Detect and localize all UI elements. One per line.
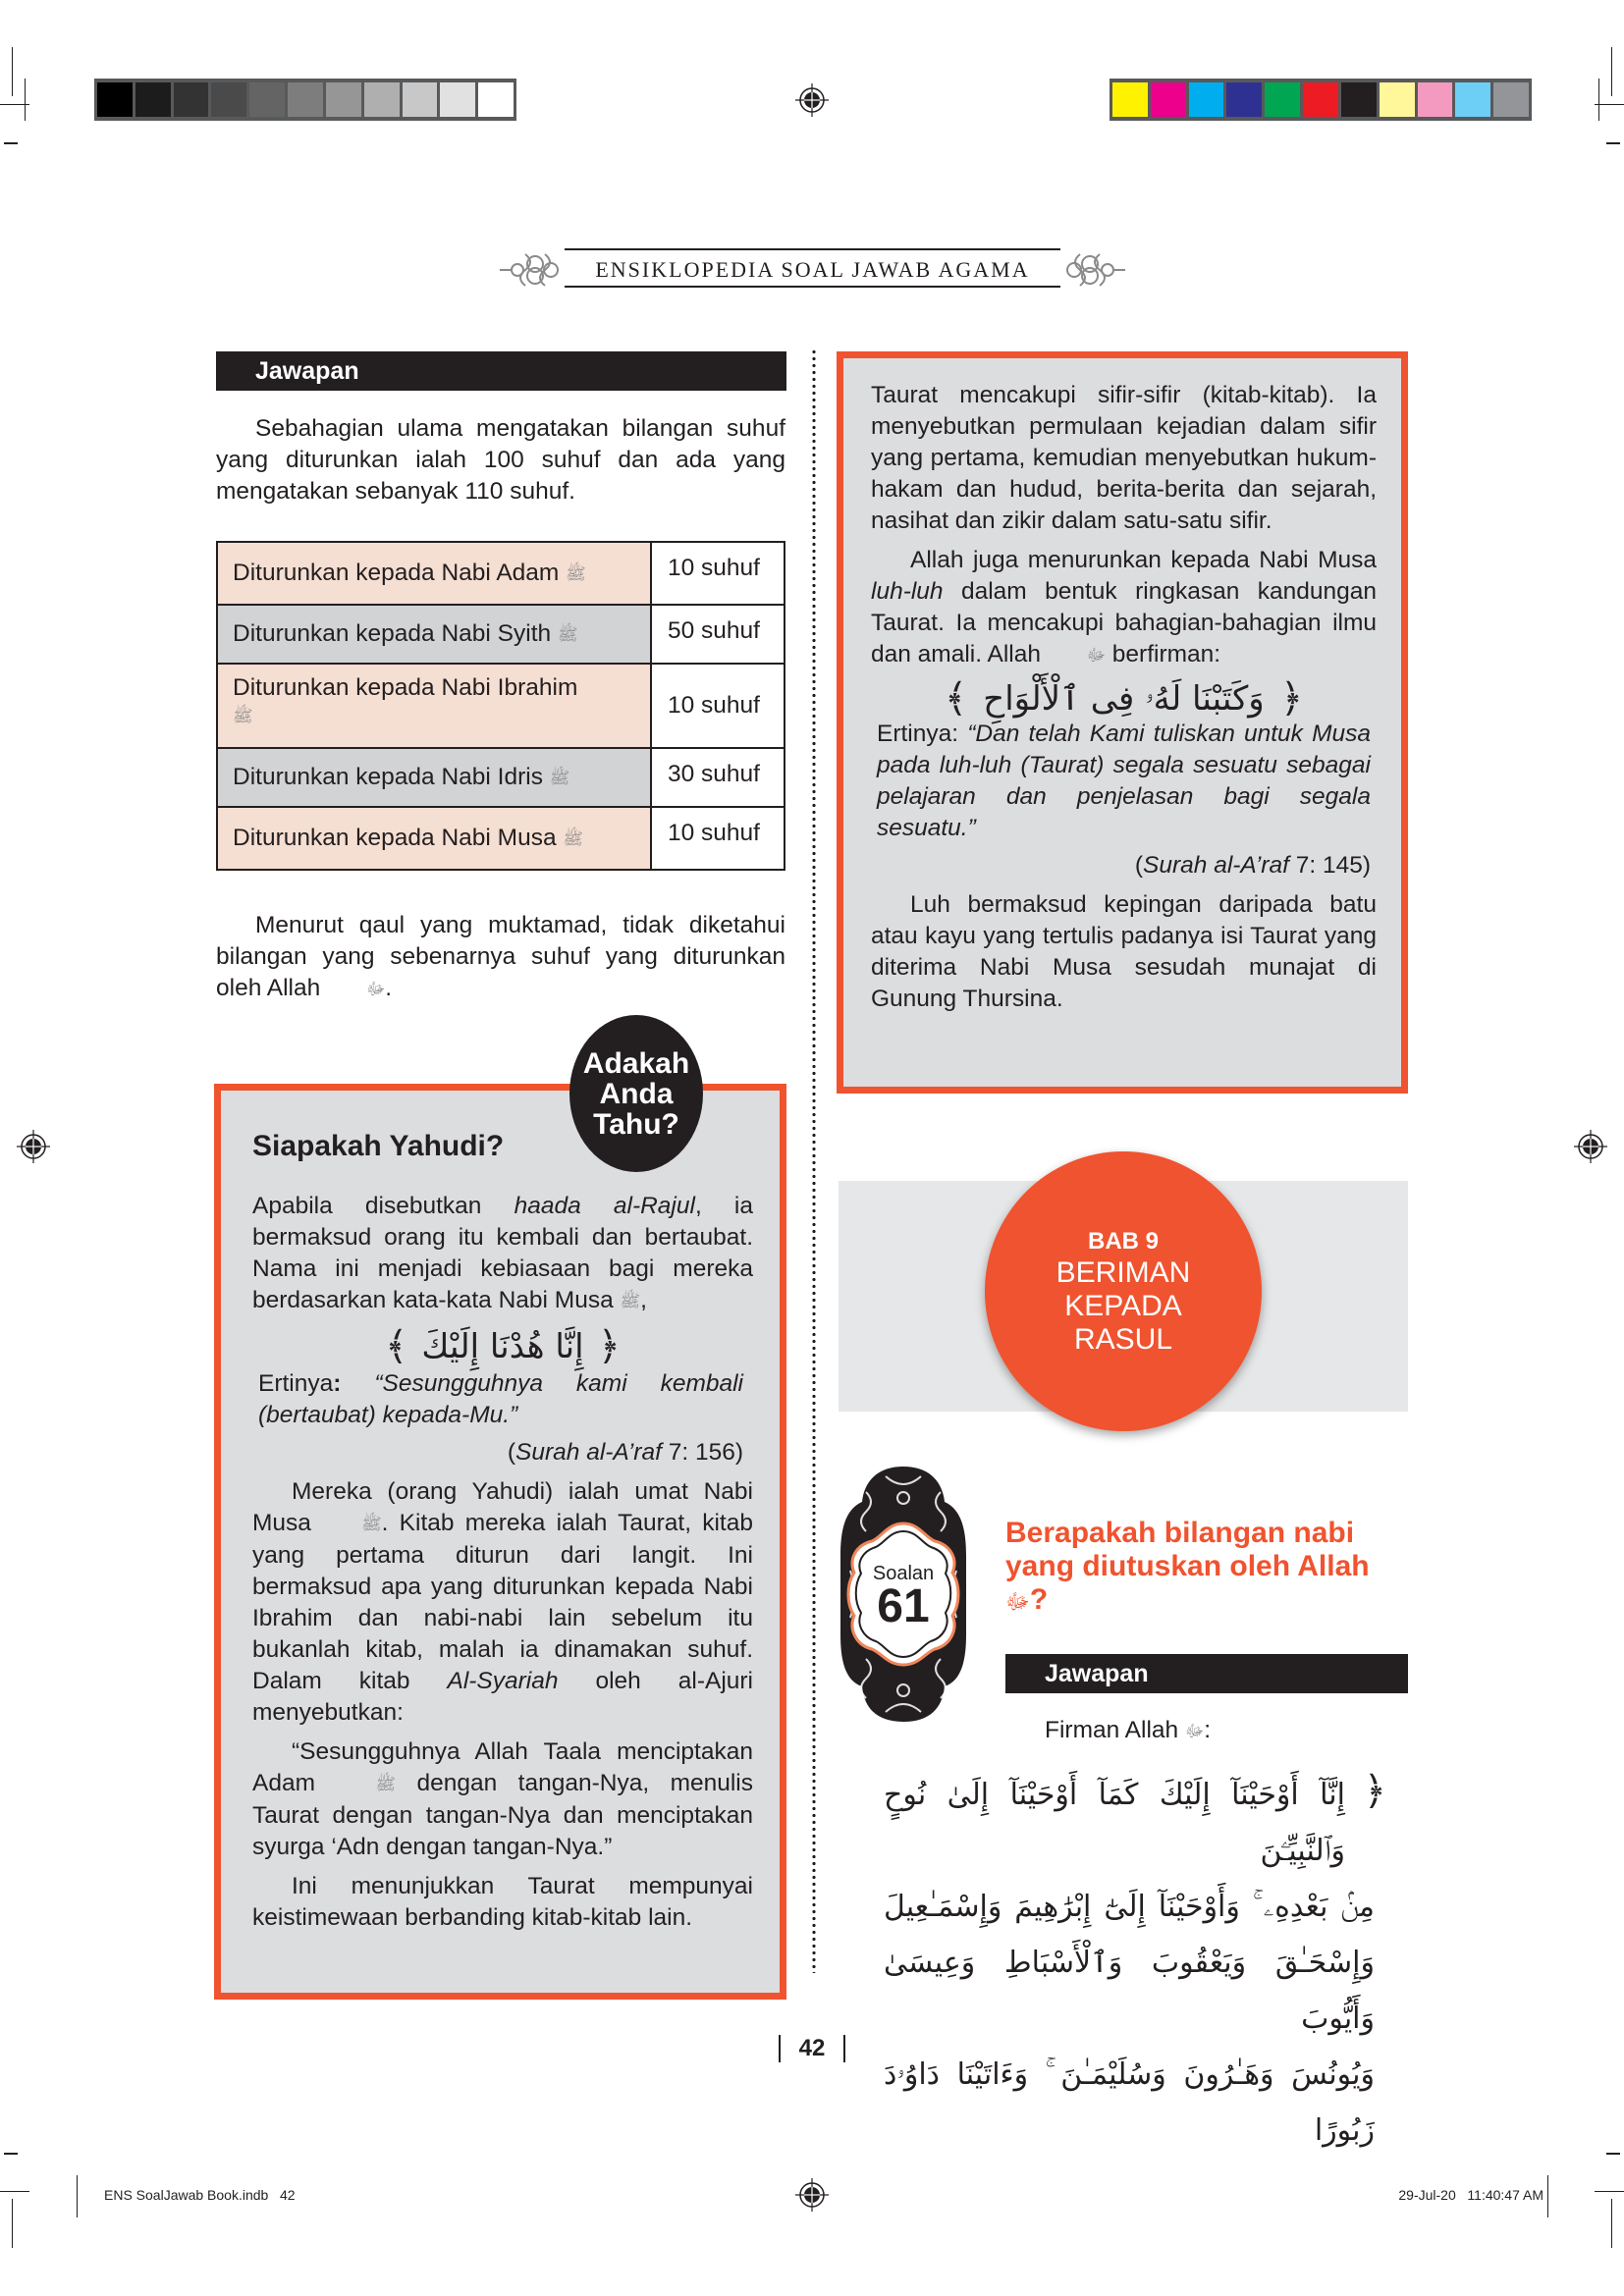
grayscale-swatch [364,82,400,117]
suhuf-count-cell: 10 suhuf [651,664,785,748]
dyk-p1-b: , ia bermaksud orang itu kembali dan bertaubat. Nama ini menjadi kebiasaan bagi mereka berdasarkan kata-kata Nabi Musa [252,1193,753,1313]
taurat-paragraph-1: Taurat mencakupi sifir-sifir (kitab-kitab). Ia menyebutkan permulaan kejadian dalam sifir yang pertama, kemudian menyebutkan hukum-hakam dan hudud, berita-berita dan sejarah, nasihat dan zikir dalam satu-satu sifir. [871,382,1377,534]
chapter-title-line-2: KEPADA [1064,1289,1182,1322]
taurat-p2-a: Allah juga menurunkan kepada Nabi Musa [910,547,1377,573]
crop-mark [77,2175,78,2217]
question-number-badge [837,1463,970,1726]
chapter-title-line-3: RASUL [1073,1322,1173,1356]
ornate-bracket-right-icon: ﴿ [597,1324,622,1369]
question-title-end: ? [1029,1583,1049,1616]
table-row [217,748,785,807]
prophet-cell [217,605,651,664]
dyk-p2-b: . Kitab mereka ialah Taurat, kitab yang pertama diturun dari langit. Ini bermaksud apa yang diturunkan kepada Nabi Ibrahim dan nabi-nabi lain sebelum itu bukanlah kitab, malah ia dinamakan suhuf. Dalam kitab [252,1510,753,1694]
prophet-label: Diturunkan kepada Nabi Syith [233,619,552,647]
registration-mark-icon [1573,1129,1608,1164]
jawapan-header [216,351,786,391]
alaihissalam-icon: ﷺ [233,707,253,725]
ornate-bracket-left-icon: ﴾ [384,1324,408,1369]
taurat-arabic-text: وَكَتَبْنَا لَهُۥ فِى ٱلْأَلْوَاحِ [983,679,1265,719]
arabic-verse-line: وَإِسْحَـٰقَ وَيَعْقُوبَ وَٱلْأَسْبَاطِ وَعِيسَىٰ وَأَيُّوبَ [884,1946,1375,2036]
dyk-p1-end: , [640,1287,647,1313]
alaihissalam-icon: ﷺ [566,563,586,583]
grayscale-swatch [174,82,209,117]
prophet-cell [217,664,651,748]
intro-paragraph [216,413,785,507]
color-swatch [1455,82,1490,117]
dyk-citation-rest: 7: 156) [661,1439,743,1466]
chapter-circle [985,1151,1262,1431]
conclusion-text [216,910,785,1005]
color-swatch [1418,82,1453,117]
table-row [217,542,785,605]
grayscale-swatch [326,82,361,117]
ornate-bracket-right-icon: ﴿ [1279,676,1304,721]
crop-mark [1598,79,1599,121]
taurat-translation-text: “Dan telah Kami tuliskan untuk Musa pada luh-luh (Taurat) segala sesuatu sebagai pelajaran dan penjelasan bagi segala sesuatu.” [877,721,1372,841]
did-you-know-box [214,1084,786,2000]
badge-line-3: Tahu? [593,1107,679,1141]
taurat-translation [871,719,1377,844]
grayscale-swatch [478,82,514,117]
suhuf-table [216,541,785,871]
alaihissalam-icon: ﷺ [375,1775,397,1793]
grayscale-bar [94,79,516,121]
badge-line-2: Anda [599,1077,674,1110]
table-row [217,807,785,870]
prophet-label: Diturunkan kepada Nabi Idris [233,763,543,790]
firman-text: Firman Allah [1045,1717,1179,1743]
dyk-translation-colon: : [333,1370,375,1397]
color-swatch [1151,82,1186,117]
grayscale-swatch [97,82,133,117]
ornament-right-icon [1062,250,1129,290]
taurat-citation-surah: Surah al-A’raf [1143,852,1289,879]
question-title-text: Berapakah bilangan nabi yang diutuskan oleh Allah [1005,1517,1370,1582]
prophet-cell [217,748,651,807]
crop-mark [4,2153,18,2155]
did-you-know-badge [569,1015,703,1172]
crop-mark [4,142,18,144]
color-swatch [1265,82,1300,117]
dyk-paragraph-4: Ini menunjukkan Taurat mempunyai keistimewaan berbanding kitab-kitab lain. [252,1873,753,1931]
grayscale-swatch [135,82,171,117]
firman-intro [1045,1715,1398,1747]
dyk-translation-text: “Sesungguhnya kami kembali (bertaubat) kepada-Mu.” [258,1370,743,1428]
dyk-p1-italic: haada al-Rajul [514,1193,695,1219]
jawapan-label: Jawapan [255,357,359,385]
alaihissalam-icon: ﷺ [563,828,583,848]
conclusion-body: Menurut qaul yang muktamad, tidak diketahui bilangan yang sebenarnya suhuf yang diturunkan oleh Allah [216,912,785,1001]
taurat-p2-b: dalam bentuk ringkasan kandungan Taurat. Ia mencakupi bahagian-bahagian ilmu dan amali. Allah [871,578,1377,667]
did-you-know-heading: Siapakah Yahudi? [252,1130,505,1162]
crop-mark [0,2191,29,2192]
alaihissalam-icon: ﷺ [620,1292,641,1310]
grayscale-swatch [211,82,246,117]
dyk-translation [252,1368,753,1431]
dyk-translation-label: Ertinya [258,1370,334,1397]
crop-mark [1606,2153,1620,2155]
prophet-label: Diturunkan kepada Nabi Ibrahim [233,674,578,701]
jawapan-label-2: Jawapan [1045,1660,1149,1687]
running-head [496,248,1129,292]
dyk-arabic-text: إِنَّا هُدْنَا إِلَيْكَ [421,1327,584,1366]
alaihissalam-icon: ﷺ [549,768,570,787]
suhuf-count-cell: 50 suhuf [651,605,785,664]
grayscale-swatch [249,82,285,117]
jawapan-header-2 [1005,1654,1408,1693]
page-number: 42 [798,2035,826,2061]
dyk-p2-a: Mereka (orang Yahudi) ialah umat Nabi Musa [252,1478,753,1536]
alaihissalam-icon: ﷺ [557,624,578,644]
dyk-p3-b: dengan tangan-Nya, menulis Taurat dengan tangan-Nya dan menciptakan syurga ‘Adn dengan tangan-Nya.” [252,1770,753,1860]
color-swatch [1226,82,1262,117]
dyk-p2-italic: Al-Syariah [447,1668,559,1694]
allah-symbol-icon: ﷻ [1005,1589,1030,1614]
dyk-citation-open: ( [507,1439,516,1466]
allah-symbol-icon: ﷻ [1086,646,1106,665]
registration-mark-icon [16,1129,51,1164]
prophet-label: Diturunkan kepada Nabi Adam [233,559,560,586]
dyk-paragraph-2 [252,1476,753,1729]
question-title [1005,1517,1408,1619]
suhuf-count-cell: 10 suhuf [651,542,785,605]
registration-mark-icon [794,82,830,118]
taurat-paragraph-2 [871,545,1377,671]
crop-mark [12,2199,13,2248]
taurat-paragraph-3: Luh bermaksud kepingan daripada batu atau kayu yang tertulis padanya isi Taurat yang diterima Nabi Musa sesudah munajat di Gunung Thursina. [871,891,1377,1012]
arabic-verse-line: مِنۢ بَعْدِهِۦ ۚ وَأَوْحَيْنَآ إِلَىٰٓ إِبْرَٰهِيمَ وَإِسْمَـٰعِيلَ [884,1890,1375,1924]
color-swatch [1380,82,1415,117]
table-row [217,605,785,664]
suhuf-count-cell: 10 suhuf [651,807,785,870]
running-head-title: ENSIKLOPEDIA SOAL JAWAB AGAMA [595,257,1030,282]
question-arabic-verse [884,1767,1386,2159]
slug-right: 29-Jul-20 11:40:47 AM [1398,2187,1543,2203]
crop-mark [1595,2191,1624,2192]
dyk-citation [252,1437,753,1468]
arabic-verse-line: إِنَّآ أَوْحَيْنَآ إِلَيْكَ كَمَآ أَوْحَيْنَآ إِلَىٰ نُوحٍ وَٱلنَّبِيِّـۧنَ [884,1778,1345,1868]
dyk-paragraph-3 [252,1736,753,1863]
chapter-number: BAB 9 [1087,1227,1159,1255]
taurat-translation-label: Ertinya: [877,721,968,747]
color-swatch [1112,82,1148,117]
question-number: 61 [877,1580,930,1632]
dyk-paragraph-1 [252,1191,753,1317]
color-swatch [1493,82,1529,117]
color-bar [1110,79,1532,121]
page-number-box [779,2035,845,2062]
grayscale-swatch [288,82,323,117]
badge-line-1: Adakah [582,1046,690,1080]
chapter-title-line-1: BERIMAN [1056,1255,1191,1289]
color-swatch [1341,82,1377,117]
taurat-citation-open: ( [1134,852,1144,879]
dyk-p2-c: oleh al-Ajuri menyebutkan: [252,1668,753,1726]
registration-mark-icon [794,2177,830,2213]
allah-symbol-icon: ﷻ [366,980,386,998]
grayscale-swatch [403,82,438,117]
conclusion-end: . [385,975,393,1001]
did-you-know-body [252,1191,753,1934]
taurat-p2-italic: luh-luh [871,578,944,605]
prophet-cell [217,542,651,605]
color-swatch [1189,82,1224,117]
crop-mark [1547,2175,1548,2217]
question-arabic-lines [884,1767,1375,2159]
alaihissalam-icon: ﷺ [361,1515,382,1533]
crop-mark [12,47,13,96]
table-row [217,664,785,748]
dyk-p1-a: Apabila disebutkan [252,1193,514,1219]
crop-mark [1611,2199,1612,2248]
allah-symbol-icon: ﷻ [1184,1722,1205,1740]
ornate-bracket-left-icon: ﴾ [944,676,968,721]
prophet-label: Diturunkan kepada Nabi Musa [233,824,557,851]
taurat-citation-rest: 7: 145) [1288,852,1371,879]
ornament-left-icon [496,250,563,290]
dyk-p3-a: “Sesungguhnya Allah Taala menciptakan Adam [252,1738,753,1796]
taurat-body [871,380,1377,1015]
firman-colon: : [1204,1717,1211,1743]
dyk-arabic-verse [252,1324,753,1369]
intro-text: Sebahagian ulama mengatakan bilangan suhuf yang diturunkan ialah 100 suhuf dan ada yang mengatakan sebanyak 110 suhuf. [216,415,785,505]
taurat-p2-c: berfirman: [1106,641,1221,667]
question-label: Soalan [872,1563,935,1584]
crop-mark [25,79,26,121]
prophet-cell [217,807,651,870]
crop-mark [1606,142,1620,144]
slug-left: ENS SoalJawab Book.indb 42 [104,2187,296,2203]
taurat-arabic-verse [871,676,1377,721]
column-divider [812,348,816,1973]
ornate-bracket-right-icon: ﴿ [1363,1769,1386,1814]
taurat-box [837,351,1408,1094]
taurat-citation [871,850,1377,881]
arabic-verse-line: وَيُونُسَ وَهَـٰرُونَ وَسُلَيْمَـٰنَ ۚ وَءَاتَيْنَا دَاوُۥدَ زَبُورًا [884,2057,1375,2148]
dyk-citation-surah: Surah al-A’raf [515,1439,662,1466]
grayscale-swatch [440,82,475,117]
color-swatch [1303,82,1338,117]
conclusion-paragraph [216,910,785,1005]
suhuf-count-cell: 30 suhuf [651,748,785,807]
crop-mark [1611,47,1612,96]
